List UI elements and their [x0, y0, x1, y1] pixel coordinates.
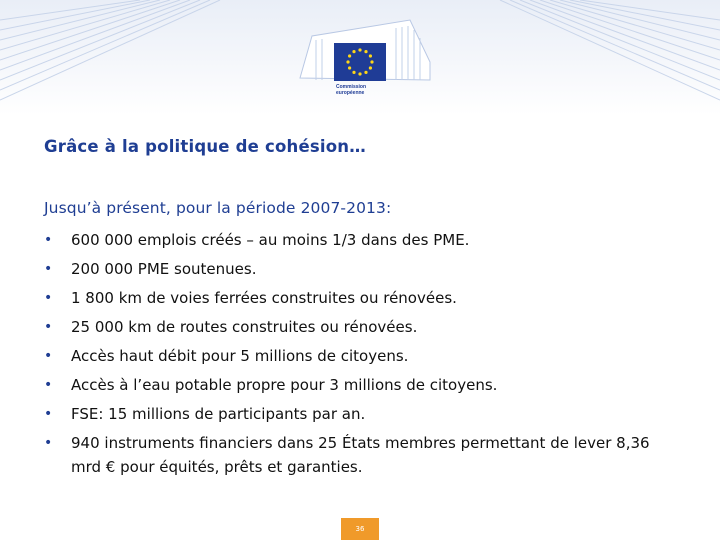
list-item-text: Accès à l’eau potable propre pour 3 millions de citoyens.: [71, 376, 498, 394]
bullet-list: [44, 228, 684, 484]
list-item-text: 940 instruments financiers dans 25 États membres permettant de lever 8,36 mrd € pour équités, prêts et garanties.: [71, 434, 650, 476]
slide-header-banner: [0, 0, 720, 115]
bullet-icon: •: [44, 319, 53, 335]
european-commission-logo: [332, 40, 388, 112]
list-item-text: 600 000 emplois créés – au moins 1/3 dans des PME.: [71, 231, 470, 249]
list-item: [44, 228, 684, 252]
page-number-badge: 36: [341, 518, 379, 540]
logo-wordmark: Commission européenne: [336, 84, 367, 96]
bullet-icon: •: [44, 261, 53, 277]
slide-subtitle: Jusqu’à présent, pour la période 2007-2013:: [44, 199, 392, 217]
list-item: [44, 431, 684, 479]
list-item-text: 25 000 km de routes construites ou rénovées.: [71, 318, 418, 336]
eu-flag-icon: [334, 43, 386, 81]
list-item: [44, 286, 684, 310]
list-item: [44, 373, 684, 397]
list-item: [44, 315, 684, 339]
bullet-icon: •: [44, 232, 53, 248]
bullet-icon: •: [44, 406, 53, 422]
list-item-text: 1 800 km de voies ferrées construites ou rénovées.: [71, 289, 457, 307]
list-item: [44, 402, 684, 426]
list-item: [44, 344, 684, 368]
slide-title: Grâce à la politique de cohésion…: [44, 137, 366, 156]
list-item-text: FSE: 15 millions de participants par an.: [71, 405, 366, 423]
list-item-text: 200 000 PME soutenues.: [71, 260, 257, 278]
list-item-text: Accès haut débit pour 5 millions de citoyens.: [71, 347, 409, 365]
bullet-icon: •: [44, 290, 53, 306]
list-item: [44, 257, 684, 281]
bullet-icon: •: [44, 377, 53, 393]
bullet-icon: •: [44, 435, 53, 451]
bullet-icon: •: [44, 348, 53, 364]
